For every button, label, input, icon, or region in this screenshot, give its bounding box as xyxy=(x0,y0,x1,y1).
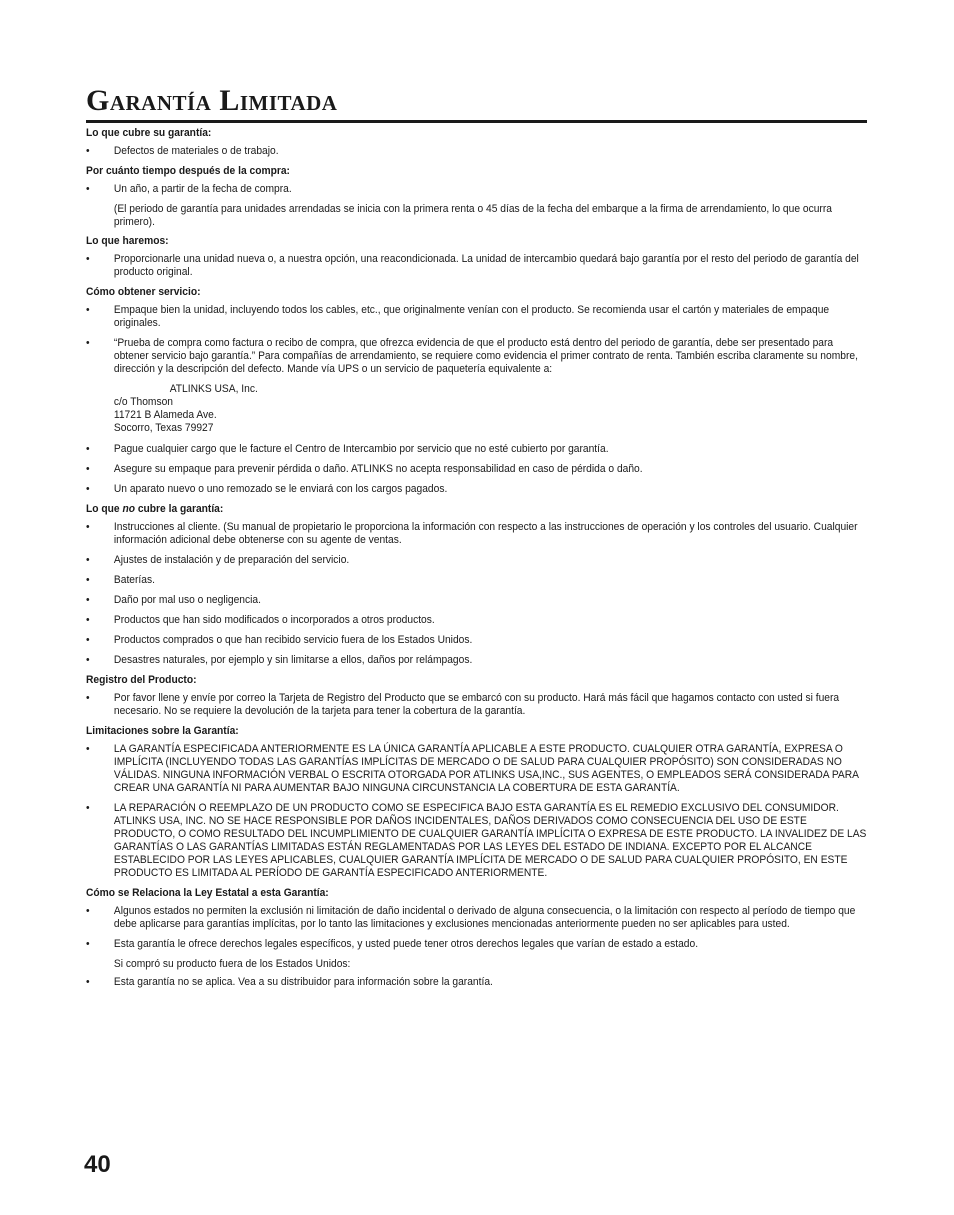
bullet: • xyxy=(86,743,90,755)
list-item-text: Asegure su empaque para prevenir pérdida o daño. ATLINKS no acepta responsabilidad en caso de pérdida o daño. xyxy=(113,463,643,475)
not-covered-list xyxy=(86,521,867,667)
list-item-text: LA GARANTÍA ESPECIFICADA ANTERIORMENTE ES LA ÚNICA GARANTÍA APLICABLE A ESTE PRODUCTO. CUALQUIER OTRA GARANTÍA, EXPRESA O IMPLÍCITA (INCLUYENDO TODAS LAS GARANTÍAS IMPLÍCITAS DE MERCADO O DE SALUD PARA CUALQUIER PROPÓSITO) SON CONSIDERADAS NO VÁLIDAS. NINGUNA INFORMACIÓN VERBAL O ESCRITA OTORGADA POR ATLINKS USA,INC., SUS AGENTES, O EMPLEADOS SERÁ CONSIDERADA PARA CREAR UNA GARANTÍA NI PARA AUMENTAR BAJO NINGUNA CIRCUNSTANCIA LA COBERTURA DE ESTA GARANTÍA. xyxy=(113,743,859,794)
bullet: • xyxy=(86,614,90,626)
list-item xyxy=(86,574,867,587)
list-item-text: Instrucciones al cliente. (Su manual de propietario le proporciona la información con respecto a las instrucciones de operación y los controles del usuario. Cualquier información adicional debe obtenerse con su agente de ventas. xyxy=(113,521,858,546)
list-item-text: Baterías. xyxy=(113,574,155,586)
heading-part: cubre la garantía: xyxy=(134,503,224,515)
list-item-text: “Prueba de compra como factura o recibo de compra, que ofrezca evidencia de que el producto está dentro del periodo de garantía, debe ser presentado para obtener servicio bajo garantía.” Para compañías de arrendamiento, se requiere como evidencia el primer contrato de renta. También escriba claramente su nombre, dirección y la descripción del defecto. Mande vía UPS o un servicio de paquetería equivalente a: xyxy=(113,337,858,375)
list-item-text: Por favor llene y envíe por correo la Tarjeta de Registro del Producto que se embarcó con su producto. Hará más fácil que hagamos contacto con usted si fuera necesario. No se requiere la devolución de la tarjeta para tener la cobertura de la garantía. xyxy=(113,692,840,717)
list-item-text: Proporcionarle una unidad nueva o, a nuestra opción, una reacondicionada. La unidad de intercambio quedará bajo garantía por el resto del periodo de garantía del producto original. xyxy=(113,253,859,278)
duration-list xyxy=(86,183,867,196)
bullet: • xyxy=(86,304,90,316)
list-item xyxy=(86,634,867,647)
limitations-list xyxy=(86,743,867,880)
bullet: • xyxy=(86,938,90,950)
service-address xyxy=(86,383,867,435)
list-item xyxy=(86,802,867,880)
list-item-text: Desastres naturales, por ejemplo y sin limitarse a ellos, daños por relámpagos. xyxy=(113,654,473,666)
bullet: • xyxy=(86,253,90,265)
bullet: • xyxy=(86,634,90,646)
list-item-text: Esta garantía le ofrece derechos legales específicos, y usted puede tener otros derechos legales que varían de estado a estado. xyxy=(113,938,699,950)
section-heading-we-will: Lo que haremos: xyxy=(86,235,169,247)
list-item xyxy=(86,938,867,951)
bullet: • xyxy=(86,463,90,475)
list-item xyxy=(86,145,867,158)
warranty-body xyxy=(86,127,867,989)
address-line: Socorro, Texas 79927 xyxy=(113,422,214,434)
list-item xyxy=(86,253,867,279)
section-heading-duration: Por cuánto tiempo después de la compra: xyxy=(86,165,290,177)
section-heading-not-covered xyxy=(86,503,867,516)
list-item-text: Algunos estados no permiten la exclusión ni limitación de daño incidental o derivado de alguna consecuencia, o la limitación con respecto al período de tiempo que debe aplicarse para garantías implícitas, por lo tanto las limitaciones y exclusiones mencionadas anteriormente pueden no ser aplicables para usted. xyxy=(113,905,856,930)
outside-us-note: Si compró su producto fuera de los Estados Unidos: xyxy=(113,958,351,970)
page-number: 40 xyxy=(84,1151,111,1178)
list-item-text: Un año, a partir de la fecha de compra. xyxy=(113,183,292,195)
list-item xyxy=(86,521,867,547)
list-item-text: Productos que han sido modificados o incorporados a otros productos. xyxy=(113,614,435,626)
list-item xyxy=(86,905,867,931)
list-item xyxy=(86,976,867,989)
state-law-list-continued xyxy=(86,976,867,989)
bullet: • xyxy=(86,483,90,495)
list-item-text: Pague cualquier cargo que le facture el Centro de Intercambio por servicio que no esté cubierto por garantía. xyxy=(113,443,609,455)
section-heading-limitations: Limitaciones sobre la Garantía: xyxy=(86,725,239,737)
list-item xyxy=(86,337,867,376)
section-heading-service: Cómo obtener servicio: xyxy=(86,286,201,298)
bullet: • xyxy=(86,554,90,566)
service-list-continued xyxy=(86,443,867,496)
bullet: • xyxy=(86,654,90,666)
list-item xyxy=(86,443,867,456)
bullet: • xyxy=(86,594,90,606)
state-law-list xyxy=(86,905,867,951)
bullet: • xyxy=(86,521,90,533)
heading-emphasis: no xyxy=(122,503,135,515)
bullet: • xyxy=(86,574,90,586)
list-item-text: Daño por mal uso o negligencia. xyxy=(113,594,261,606)
address-line: 11721 B Alameda Ave. xyxy=(113,409,217,421)
bullet: • xyxy=(86,976,90,988)
list-item xyxy=(86,183,867,196)
bullet: • xyxy=(86,145,90,157)
heading-part: Lo que xyxy=(86,503,123,515)
list-item-text: Ajustes de instalación y de preparación del servicio. xyxy=(113,554,350,566)
list-item xyxy=(86,654,867,667)
registration-list xyxy=(86,692,867,718)
address-line: c/o Thomson xyxy=(113,396,173,408)
covers-list xyxy=(86,145,867,158)
list-item xyxy=(86,743,867,795)
list-item-text: Esta garantía no se aplica. Vea a su distribuidor para información sobre la garantía. xyxy=(113,976,493,988)
bullet: • xyxy=(86,802,90,814)
title-rule xyxy=(86,120,867,123)
list-item xyxy=(86,483,867,496)
bullet: • xyxy=(86,905,90,917)
section-heading-covers: Lo que cubre su garantía: xyxy=(86,127,212,139)
list-item-text: Empaque bien la unidad, incluyendo todos los cables, etc., que originalmente venían con el producto. Se recomienda usar el cartón y materiales de empaque originales. xyxy=(113,304,830,329)
warranty-page xyxy=(86,86,867,996)
service-list xyxy=(86,304,867,376)
list-item xyxy=(86,554,867,567)
section-heading-registration: Registro del Producto: xyxy=(86,674,197,686)
list-item-text: Defectos de materiales o de trabajo. xyxy=(113,145,279,157)
we-will-list xyxy=(86,253,867,279)
duration-note: (El periodo de garantía para unidades arrendadas se inicia con la primera renta o 45 días de la fecha del embarque a la firma de arrendamiento, lo que ocurra primero). xyxy=(113,203,832,228)
list-item xyxy=(86,304,867,330)
address-line: ATLINKS USA, Inc. xyxy=(169,383,258,395)
list-item xyxy=(86,463,867,476)
list-item-text: LA REPARACIÓN O REEMPLAZO DE UN PRODUCTO COMO SE ESPECIFICA BAJO ESTA GARANTÍA ES EL REMEDIO EXCLUSIVO DEL CONSUMIDOR. ATLINKS USA, INC. NO SE HACE RESPONSIBLE POR DAÑOS INCIDENTALES, DAÑOS DERIVADOS COMO CONSECUENCIA DEL USO DE ESTE PRODUCTO, O COMO RESULTADO DEL INCUMPLIMIENTO DE CUALQUIER GARANTÍA IMPLÍCITA O EXPRESA DE ESTE PRODUCTO. LA INVALIDEZ DE LAS GARANTÍAS O LAS GARANTÍAS LIMITADAS ESTÁN REGLAMENTADAS POR LAS LEYES DEL ESTADO DE INDIANA. EXCEPTO POR EL ALCANCE ESTABLECIDO POR LAS LEYES APLICABLES, CUALQUIER GARANTÍA IMPLÍCITA DE MERCADO O DE SALUD PARA CUALQUIER PROPÓSITO, EN ESTE PRODUCTO ES LIMITADA AL PERÍODO DE GARANTÍA ESPECIFICADO ANTERIORMENTE. xyxy=(113,802,867,879)
section-heading-state-law: Cómo se Relaciona la Ley Estatal a esta Garantía: xyxy=(86,887,329,899)
list-item xyxy=(86,594,867,607)
list-item xyxy=(86,614,867,627)
bullet: • xyxy=(86,183,90,195)
list-item-text: Un aparato nuevo o uno remozado se le enviará con los cargos pagados. xyxy=(113,483,448,495)
bullet: • xyxy=(86,443,90,455)
page-title: Garantía Limitada xyxy=(86,84,338,117)
bullet: • xyxy=(86,692,90,704)
bullet: • xyxy=(86,337,90,349)
list-item xyxy=(86,692,867,718)
list-item-text: Productos comprados o que han recibido servicio fuera de los Estados Unidos. xyxy=(113,634,473,646)
